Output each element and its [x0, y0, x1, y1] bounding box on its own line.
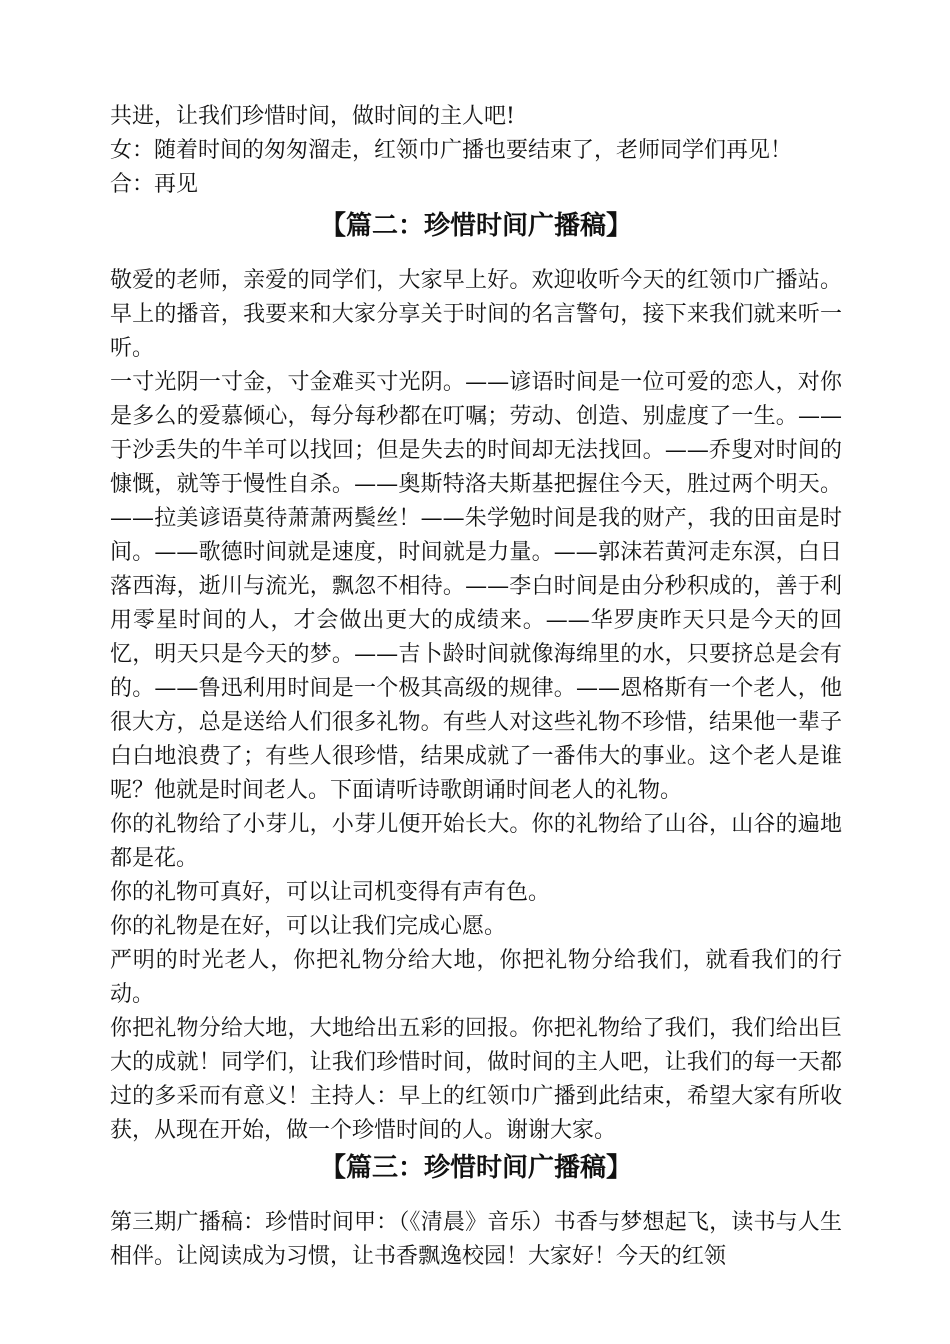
- paragraph: 敬爱的老师，亲爱的同学们，大家早上好。欢迎收听今天的红领巾广播站。早上的播音，我要来和大家分享关于时间的名言警句，接下来我们就来听一听。: [110, 268, 842, 361]
- paragraph: 第三期广播稿：珍惜时间甲：（《清晨》音乐）书香与梦想起飞，读书与人生相伴。让阅读成为习惯，让书香飘逸校园！大家好！今天的红领: [110, 1210, 842, 1269]
- paragraph: 你的礼物可真好，可以让司机变得有声有色。: [110, 880, 551, 905]
- paragraph: 一寸光阴一寸金，寸金难买寸光阴。——谚语时间是一位可爱的恋人，对你是多么的爱慕倾心，每分每秒都在叮嘱；劳动、创造、别虚度了一生。——于沙丢失的牛羊可以找回；但是失去的时间却无法找回。——乔叟对时间的慷慨，就等于慢性自杀。——奥斯特洛夫斯基把握住今天，胜过两个明天。——拉美谚语莫待萧萧两鬓丝！——朱学勉时间是我的财产，我的田亩是时间。——歌德时间就是速度，时间就是力量。——郭沫若黄河走东溟，白日落西海，逝川与流光，飘忽不相待。——李白时间是由分秒积成的，善于利用零星时间的人，才会做出更大的成绩来。——华罗庚昨天只是今天的回忆，明天只是今天的梦。——吉卜龄时间就像海绵里的水，只要挤总是会有的。——鲁迅利用时间是一个极其高级的规律。——恩格斯有一个老人，他很大方，总是送给人们很多礼物。有些人对这些礼物不珍惜，结果他一辈子白白地浪费了；有些人很珍惜，结果成就了一番伟大的事业。这个老人是谁呢？他就是时间老人。下面请听诗歌朗诵时间老人的礼物。: [110, 370, 842, 803]
- paragraph: 你把礼物分给大地，大地给出五彩的回报。你把礼物给了我们，我们给出巨大的成就！同学们，让我们珍惜时间，做时间的主人吧，让我们的每一天都过的多采而有意义！主持人：早上的红领巾广播到此结束，希望大家有所收获，从现在开始，做一个珍惜时间的人。谢谢大家。: [110, 1016, 842, 1143]
- section-heading-3: 【篇三：珍惜时间广播稿】: [319, 1153, 632, 1183]
- section-heading-2: 【篇二：珍惜时间广播稿】: [319, 211, 632, 241]
- closing-line: 合：再见: [110, 172, 199, 197]
- paragraph: 你的礼物是在好，可以让我们完成心愿。: [110, 914, 507, 939]
- closing-line: 共进，让我们珍惜时间，做时间的主人吧!: [110, 104, 515, 129]
- closing-line: 女：随着时间的匆匆溜走，红领巾广播也要结束了，老师同学们再见！: [110, 138, 793, 163]
- document-page: [110, 100, 842, 1274]
- paragraph: 你的礼物给了小芽儿，小芽儿便开始长大。你的礼物给了山谷，山谷的遍地都是花。: [110, 812, 842, 871]
- paragraph: 严明的时光老人，你把礼物分给大地，你把礼物分给我们，就看我们的行动。: [110, 948, 842, 1007]
